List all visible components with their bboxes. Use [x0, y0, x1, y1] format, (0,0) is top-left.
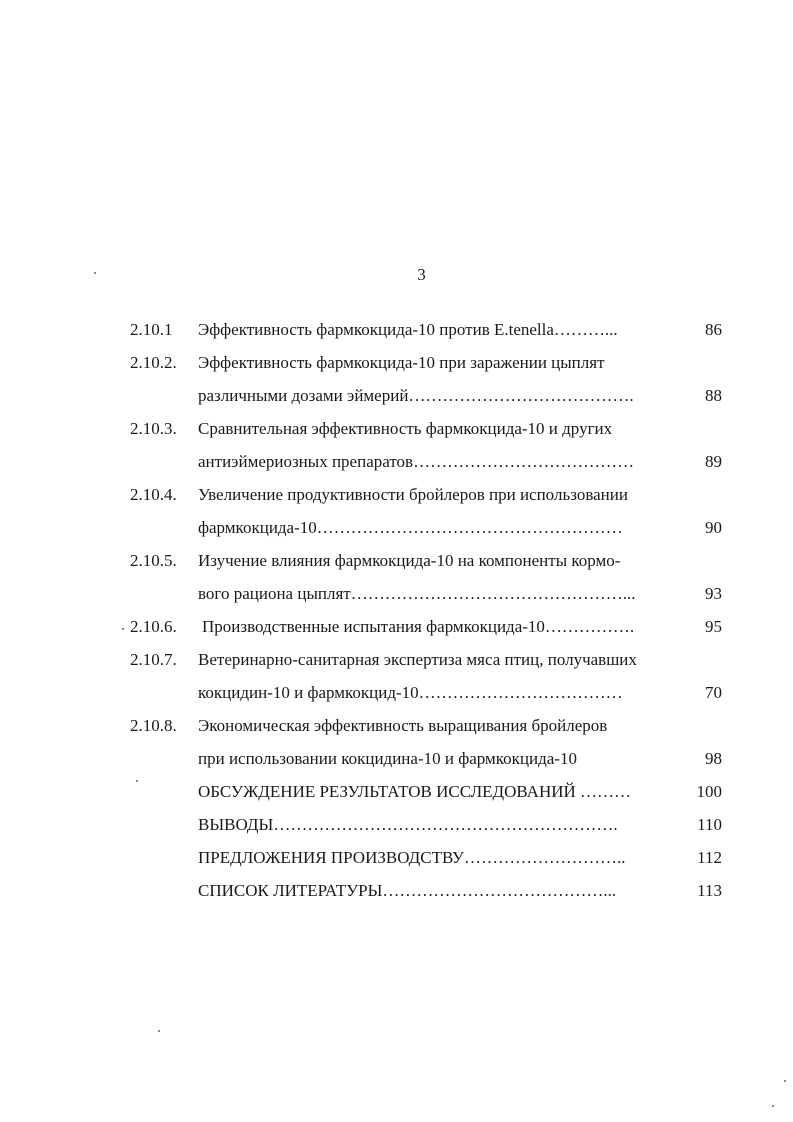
toc-entry-title: Увеличение продуктивности бройлеров при использовании — [198, 485, 628, 504]
toc-entry-title: ПРЕДЛОЖЕНИЯ ПРОИЗВОДСТВУ……………………….. — [198, 848, 626, 867]
toc-entry-number: 2.10.6. — [130, 617, 177, 636]
toc-entry-number: 2.10.4. — [130, 485, 177, 504]
toc-entry-title: различными дозами эймерий…………………………………. — [198, 386, 634, 405]
toc-entry-title: фармкокцида-10……………………………………………… — [198, 518, 623, 537]
toc-entry-page: 90 — [705, 518, 722, 537]
toc-entry-2-10-8 — [0, 709, 793, 742]
toc-entry-title: Эффективность фармкокцида-10 при заражении цыплят — [198, 353, 605, 372]
toc-entry-page: 93 — [705, 584, 722, 603]
toc-entry-proposals — [0, 841, 793, 874]
toc-entry-title: Сравнительная эффективность фармкокцида-10 и других — [198, 419, 613, 438]
toc-entry-conclusions — [0, 808, 793, 841]
scan-speck — [772, 1105, 774, 1107]
toc-entry-literature — [0, 874, 793, 907]
toc-entry-page: 88 — [705, 386, 722, 405]
toc-entry-2-10-3-continued — [0, 445, 793, 478]
toc-entry-title: Производственные испытания фармкокцида-10……………. — [202, 617, 635, 636]
toc-entry-title: СПИСОК ЛИТЕРАТУРЫ…………………………………... — [198, 881, 617, 900]
toc-entry-number: 2.10.8. — [130, 716, 177, 735]
toc-entry-title: вого рациона цыплят…………………………………………... — [198, 584, 636, 603]
toc-entry-page: 112 — [697, 848, 722, 867]
scan-speck — [122, 628, 124, 630]
toc-entry-page: 113 — [697, 881, 722, 900]
toc-entry-title: при использовании кокцидина-10 и фармкокцида-10 — [198, 749, 577, 768]
toc-entry-title: ВЫВОДЫ……………………………………………………. — [198, 815, 618, 834]
toc-entry-2-10-2 — [0, 346, 793, 379]
toc-entry-number: 2.10.2. — [130, 353, 177, 372]
toc-entry-title: Экономическая эффективность выращивания бройлеров — [198, 716, 608, 735]
scan-speck — [784, 1080, 786, 1082]
toc-entry-page: 70 — [705, 683, 722, 702]
toc-entry-2-10-5 — [0, 544, 793, 577]
toc-entry-page: 86 — [705, 320, 722, 339]
toc-entry-number: 2.10.3. — [130, 419, 177, 438]
toc-entry-2-10-6 — [0, 610, 793, 643]
toc-entry-title: Эффективность фармкокцида-10 против E.tenella………... — [198, 320, 618, 339]
scan-speck — [158, 1030, 160, 1032]
page-number: 3 — [417, 265, 426, 284]
toc-entry-page: 100 — [696, 782, 722, 801]
toc-entry-2-10-4-continued — [0, 511, 793, 544]
toc-entry-2-10-3 — [0, 412, 793, 445]
toc-entry-2-10-8-continued — [0, 742, 793, 775]
toc-entry-title: Изучение влияния фармкокцида-10 на компоненты кормо- — [198, 551, 621, 570]
toc-entry-title: антиэймериозных препаратов………………………………… — [198, 452, 635, 471]
toc-entry-page: 95 — [705, 617, 722, 636]
toc-entry-number: 2.10.1 — [130, 320, 173, 339]
toc-entry-number: 2.10.5. — [130, 551, 177, 570]
toc-entry-page: 89 — [705, 452, 722, 471]
toc-entry-page: 98 — [705, 749, 722, 768]
toc-entry-title: кокцидин-10 и фармкокцид-10……………………………… — [198, 683, 623, 702]
scan-speck — [94, 272, 96, 274]
toc-entry-number: 2.10.7. — [130, 650, 177, 669]
toc-entry-2-10-7 — [0, 643, 793, 676]
toc-entry-2-10-5-continued — [0, 577, 793, 610]
toc-entry-2-10-4 — [0, 478, 793, 511]
toc-entry-title: ОБСУЖДЕНИЕ РЕЗУЛЬТАТОВ ИССЛЕДОВАНИЙ ……… — [198, 782, 632, 801]
table-of-contents — [0, 313, 793, 907]
toc-entry-2-10-1 — [0, 313, 793, 346]
toc-entry-2-10-7-continued — [0, 676, 793, 709]
toc-entry-title: Ветеринарно-санитарная экспертиза мяса птиц, получавших — [198, 650, 637, 669]
toc-entry-discussion — [0, 775, 793, 808]
toc-entry-page: 110 — [697, 815, 722, 834]
toc-entry-2-10-2-continued — [0, 379, 793, 412]
scan-speck — [136, 780, 138, 782]
